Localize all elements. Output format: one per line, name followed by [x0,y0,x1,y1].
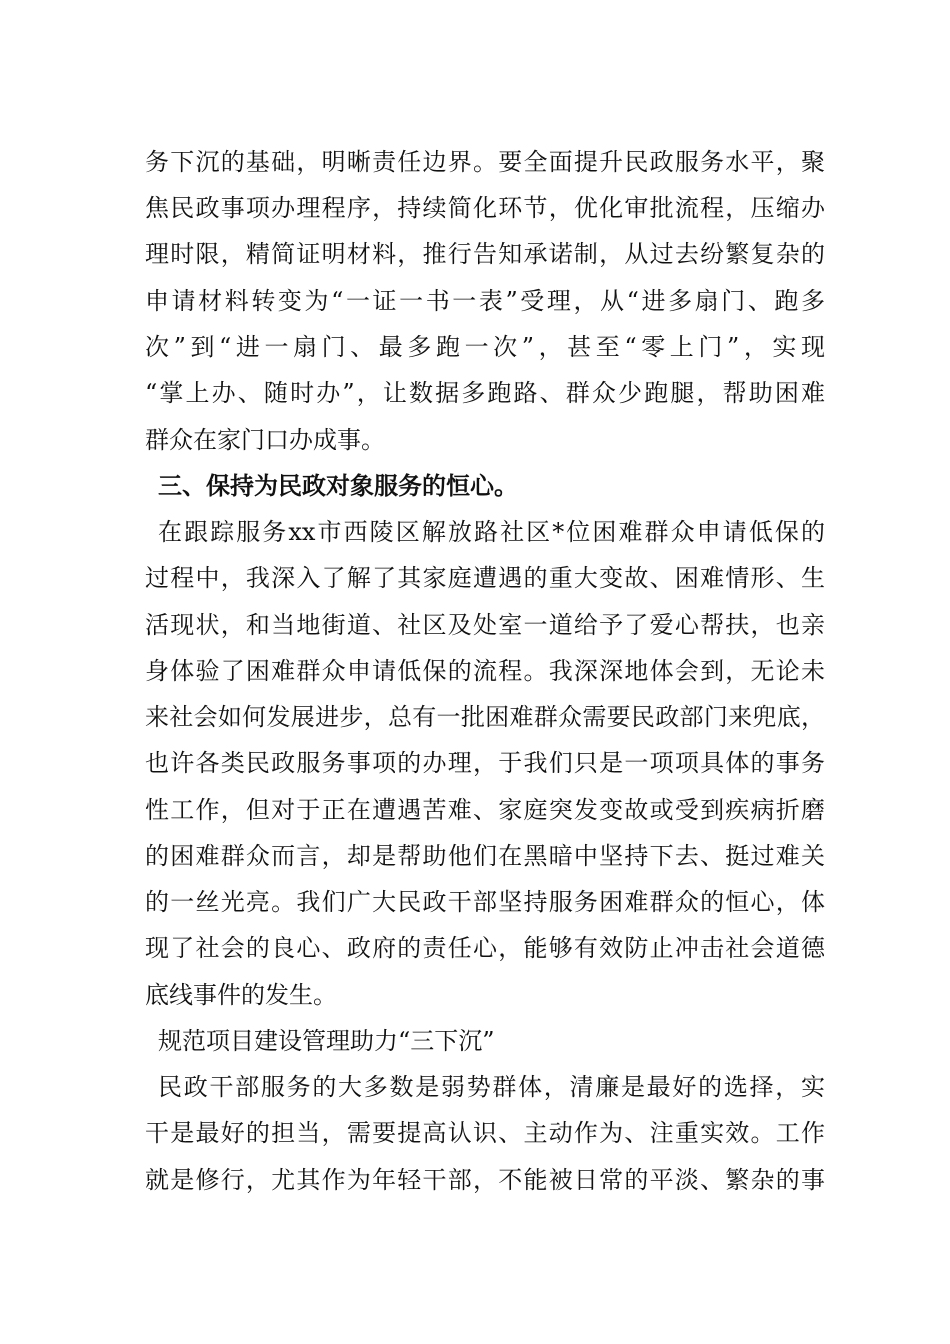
body-text-line: 的一丝光亮。我们广大民政干部坚持服务困难群众的恒心，体 [145,888,825,916]
body-text-line: 来社会如何发展进步，总有一批困难群众需要民政部门来兜底， [145,703,825,731]
body-text-line: 现了社会的良心、政府的责任心，能够有效防止冲击社会道德 [145,934,825,962]
body-text-line: 干是最好的担当，需要提高认识、主动作为、注重实效。工作 [145,1119,825,1147]
body-text-line: 的困难群众而言，却是帮助他们在黑暗中坚持下去、挺过难关 [145,842,825,870]
subheading-line: 规范项目建设管理助力“三下沉” [158,1027,495,1055]
body-text-line: 底线事件的发生。 [145,981,337,1009]
paragraph-first-line: 在跟踪服务xx市西陵区解放路社区*位困难群众申请低保的 [158,518,825,546]
body-text-line: 焦民政事项办理程序，持续简化环节，优化审批流程，压缩办 [145,194,825,222]
body-text-line: 申请材料转变为“一证一书一表”受理，从“进多扇门、跑多 [145,287,825,315]
body-text-line: 群众在家门口办成事。 [145,426,385,454]
body-text-line: “掌上办、随时办”，让数据多跑路、群众少跑腿，帮助困难 [145,379,825,407]
body-text-line: 过程中，我深入了解了其家庭遭遇的重大变故、困难情形、生 [145,564,825,592]
body-text-line: 也许各类民政服务事项的办理，于我们只是一项项具体的事务 [145,749,825,777]
body-text-line: 理时限，精简证明材料，推行告知承诺制，从过去纷繁复杂的 [145,240,825,268]
body-text-line: 活现状，和当地街道、社区及处室一道给予了爱心帮扶，也亲 [145,611,825,639]
body-text-line: 性工作，但对于正在遭遇苦难、家庭突发变故或受到疾病折磨 [145,796,825,824]
body-text-line: 务下沉的基础，明晰责任边界。要全面提升民政服务水平，聚 [145,148,825,176]
section-heading: 三、保持为民政对象服务的恒心。 [158,472,518,500]
body-text-line: 次”到“进一扇门、最多跑一次”，甚至“零上门”，实现 [145,333,825,361]
body-text-line: 身体验了困难群众申请低保的流程。我深深地体会到，无论未 [145,657,825,685]
body-text-line: 就是修行，尤其作为年轻干部，不能被日常的平淡、繁杂的事 [145,1166,825,1194]
paragraph-first-line: 民政干部服务的大多数是弱势群体，清廉是最好的选择，实 [158,1073,825,1101]
